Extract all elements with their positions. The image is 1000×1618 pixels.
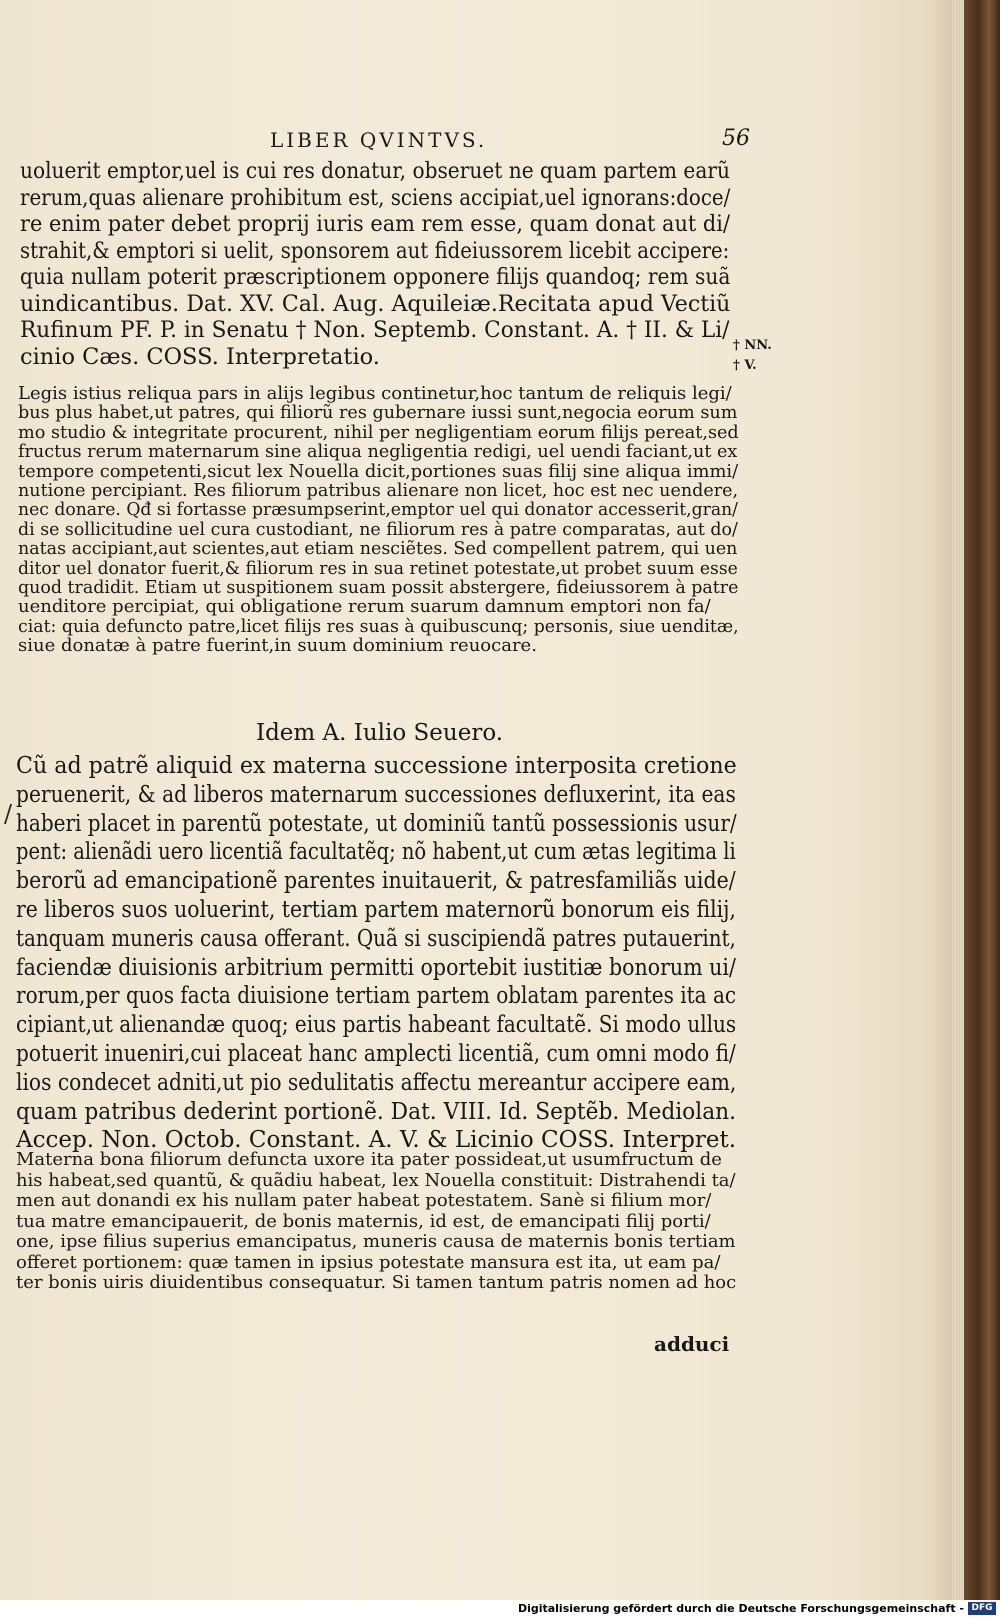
text-line: ciat: quia defuncto patre,licet filijs res suas à quibuscunq; personis, siue uenditæ,	[18, 615, 739, 637]
text-line: siue donatæ à patre fuerint,in suum dominium reuocare.	[18, 635, 537, 657]
margin-note: † NN.	[733, 338, 772, 353]
text-line: tempore competenti,sicut lex Nouella dicit,portiones suas filij sine aliqua immi/	[18, 460, 739, 482]
text-line: quam patribus dederint portionẽ. Dat. VIII. Id. Septẽb. Mediolan.	[16, 1098, 737, 1125]
text-line: potuerit inueniri,cui placeat hanc amplecti licentiã, cum omni modo fi/	[16, 1040, 736, 1067]
text-line: one, ipse filius superius emancipatus, muneris causa de maternis bonis tertiam	[16, 1231, 736, 1252]
folio-number: 56	[722, 126, 750, 151]
text-line: re enim pater debet proprij iuris eam rem esse, quam donat aut di/	[20, 211, 730, 237]
margin-note: † V.	[733, 358, 757, 373]
text-line: Accep. Non. Octob. Constant. A. V. & Licinio COSS. Interpret.	[16, 1127, 737, 1154]
text-line: quia nullam poterit præscriptionem opponere filijs quandoq; rem suã	[20, 264, 731, 290]
text-line: uoluerit emptor,uel is cui res donatur, obseruet ne quam partem earũ	[20, 158, 730, 184]
main-text-block-2	[16, 752, 736, 1155]
text-line: haberi placet in parentũ potestate, ut dominiũ tantũ possessionis usur/	[16, 810, 737, 837]
text-line: quod tradidit. Etiam ut suspitionem suam possit abstergere, fideiussorem à patre	[18, 577, 739, 599]
text-line: berorũ ad emancipationẽ parentes inuitauerit, & patresfamiliãs uide/	[16, 868, 736, 895]
text-line: strahit,& emptori si uelit, sponsorem aut fideiussorem licebit accipere:	[20, 237, 730, 264]
text-line: cipiant,ut alienandæ quoq; eius partis habeant facultatẽ. Si modo ullus	[16, 1012, 737, 1039]
text-line: Rufinum PF. P. in Senatu † Non. Septemb. Constant. A. † II. & Li/	[20, 317, 730, 343]
text-line: nutione percipiant. Res filiorum patribus alienare non licet, hoc est nec uendere,	[18, 480, 739, 502]
digitization-footer	[0, 1600, 1000, 1618]
interpretatio-block-2	[16, 1150, 736, 1294]
text-line: Legis istius reliqua pars in alijs legibus continetur,hoc tantum de reliquis legi/	[18, 383, 732, 404]
section-heading: Idem A. Iulio Seuero.	[256, 720, 504, 746]
catchword: adduci	[654, 1332, 730, 1356]
text-line: tua matre emancipauerit, de bonis maternis, id est, de emancipati filij porti/	[16, 1210, 711, 1232]
text-line: bus plus habet,ut patres, qui filiorũ res gubernare iussi sunt,negocia eorum sum	[18, 402, 738, 424]
footer-credit: Digitalisierung gefördert durch die Deutsche Forschungsgemeinschaft -	[517, 1602, 964, 1615]
text-line: men aut donandi ex his nullam pater habeat potestatem. Sanè si filium mor/	[16, 1190, 712, 1211]
main-text-block-1	[20, 158, 730, 370]
text-line: fructus rerum maternarum sine aliqua negligentia redigi, uel uendi faciant,ut ex	[18, 441, 738, 463]
text-line: offeret portionem: quæ tamen in ipsius potestate mansura est ita, ut eam pa/	[16, 1251, 721, 1273]
text-line: ter bonis uiris diuidentibus consequatur. Si tamen tantum patris nomen ad hoc	[16, 1272, 737, 1293]
text-line: ditor uel donator fuerit,& filiorum res in sua retinet potestate,ut probet suum esse	[18, 557, 738, 579]
book-spine	[964, 0, 1000, 1600]
marginal-stroke: /	[4, 800, 13, 828]
text-line: peruenerit, & ad liberos maternarum successiones defluxerint, ita eas	[16, 781, 736, 808]
text-line: uindicantibus. Dat. XV. Cal. Aug. Aquileiæ.Recitata apud Vectiũ	[20, 290, 731, 317]
text-line: Materna bona filiorum defuncta uxore ita pater possideat,ut usumfructum de	[16, 1149, 722, 1170]
text-line: cinio Cæs. COSS. Interpretatio.	[20, 343, 380, 370]
text-line: mo studio & integritate procurent, nihil per negligentiam eorum filijs pereat,sed	[18, 421, 739, 443]
text-line: faciendæ diuisionis arbitrium permitti oportebit iustitiæ bonorum ui/	[16, 954, 736, 981]
text-line: natas accipiant,aut scientes,aut etiam nesciẽtes. Sed compellent patrem, qui uen	[18, 538, 738, 560]
text-line: his habeat,sed quantũ, & quãdiu habeat, lex Nouella constituit: Distrahendi ta/	[16, 1169, 736, 1191]
text-line: re liberos suos uoluerint, tertiam partem maternorũ bonorum eis filij,	[16, 896, 736, 923]
text-line: uenditore percipiat, qui obligatione rerum suarum damnum emptori non fa/	[18, 596, 711, 618]
text-line: rorum,per quos facta diuisione tertiam partem oblatam parentes ita ac	[16, 983, 737, 1010]
interpretatio-block-1	[18, 384, 738, 656]
dfg-logo-icon: DFG	[968, 1602, 996, 1615]
text-line: tanquam muneris causa offerant. Quã si suscipiendã patres putauerint,	[16, 925, 736, 952]
text-line: pent: alienãdi uero licentiã facultatẽq; nõ habent,ut cum ætas legitima li	[16, 839, 736, 866]
text-line: nec donare. Qđ si fortasse præsumpserint,emptor uel qui donator accesserit,gran/	[18, 499, 738, 521]
text-line: lios condecet adniti,ut pio sedulitatis affectu mereantur accipere eam,	[16, 1069, 737, 1096]
running-head: LIBER QVINTVS.	[270, 128, 488, 152]
text-line: rerum,quas alienare prohibitum est, sciens accipiat,uel ignorans:doce/	[20, 184, 731, 211]
text-line: di se sollicitudine uel cura custodiant, ne filiorum res à patre comparatas, aut do/	[18, 518, 738, 540]
text-line: Cũ ad patrẽ aliquid ex materna successione interposita cretione	[16, 753, 737, 779]
